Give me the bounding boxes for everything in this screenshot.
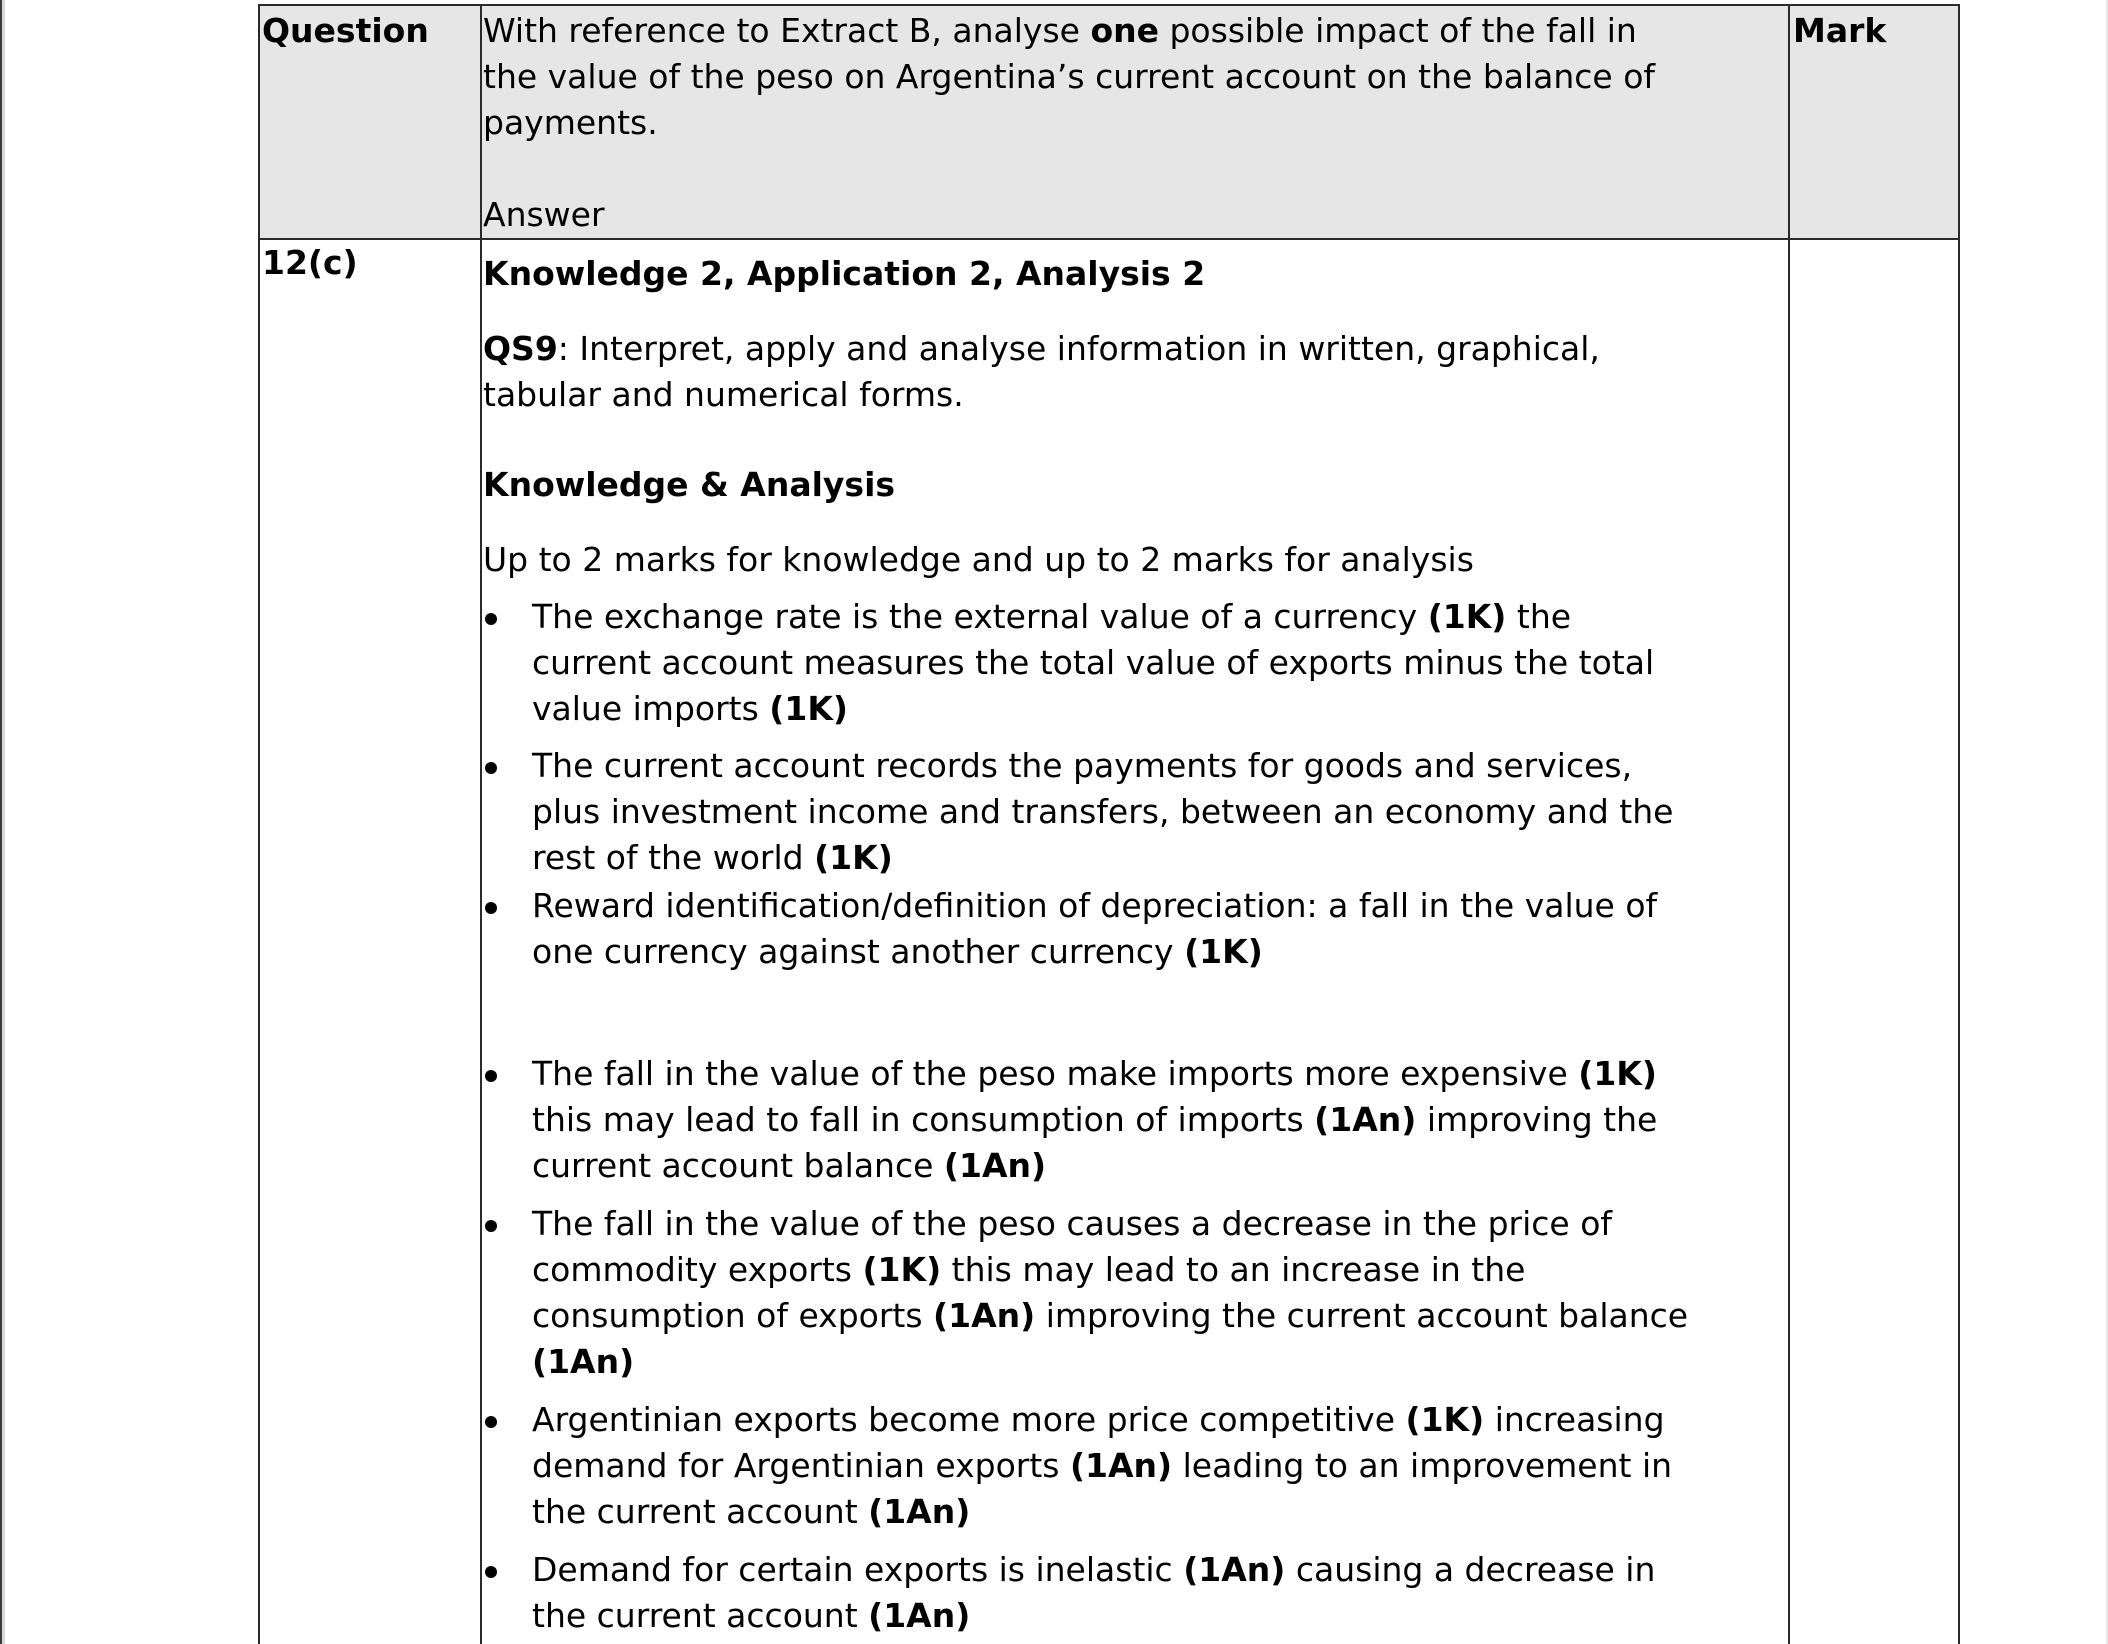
text-line [532,743,1673,789]
bullet-text [532,1201,1688,1385]
bold-text: (1An) [933,1296,1036,1335]
text: payments. [483,103,658,142]
bold-text: (1An) [868,1596,971,1635]
text-line [483,100,1655,146]
question-column-header: Question [262,11,429,50]
text: tabular and numerical forms. [483,375,964,414]
text: the value of the peso on Argentina’s current account on the balance of [483,57,1656,96]
section-heading: Knowledge & Analysis [483,465,896,504]
bold-text: (1An) [532,1342,635,1381]
text: The current account records the payments for goods and services, [532,746,1633,785]
text-line [532,883,1657,929]
text: this may lead to fall in consumption of imports [532,1100,1315,1139]
bullet-text [532,883,1657,975]
table-left-border [258,4,260,1644]
text-line [532,1293,1688,1339]
text-line [532,835,1673,881]
text-line [483,192,1655,238]
text: demand for Argentinian exports [532,1446,1070,1485]
text: The exchange rate is the external value of a currency [532,597,1428,636]
table-top-border [258,4,1960,6]
text-line [532,1489,1672,1535]
text: improving the current account balance [1035,1296,1689,1335]
text: Argentinian exports become more price competitive [532,1400,1406,1439]
text-line [532,1097,1657,1143]
text-line [532,1547,1655,1593]
text-line [532,1201,1688,1247]
text: increasing [1484,1400,1665,1439]
bold-text: (1An) [943,1146,1047,1185]
question-text [483,8,1655,238]
text-line [483,8,1655,54]
text-line [483,326,1600,372]
header-bottom-border [258,238,1960,240]
bold-text: (1K) [1578,1054,1657,1093]
text: consumption of exports [532,1296,934,1335]
text: causing a decrease in [1285,1550,1656,1589]
text-line [483,372,1600,418]
text: this may lead to an increase in the [941,1250,1526,1289]
bullet-text [532,1397,1672,1535]
text-line [483,146,1655,192]
text: current account balance [532,1146,944,1185]
text-line [532,1443,1672,1489]
bullet-icon [485,902,497,914]
text: The fall in the value of the peso causes a decrease in the price of [532,1204,1613,1243]
text-line [532,640,1654,686]
text: improving the [1416,1100,1658,1139]
bold-text: (1K) [1427,597,1507,636]
text: Demand for certain exports is inelastic [532,1550,1184,1589]
bullet-icon [485,1070,497,1082]
text-line [532,1397,1672,1443]
qs-skill-statement [483,326,1600,418]
text: possible impact of the fall in [1159,11,1637,50]
text-line [532,686,1654,732]
text: rest of the world [532,838,815,877]
text: The fall in the value of the peso make imports more expensive [532,1054,1579,1093]
bold-text: (1K) [1405,1400,1485,1439]
text: Reward identification/definition of depreciation: a fall in the value of [532,886,1658,925]
question-column-divider [480,4,482,1644]
text-line [532,594,1654,640]
bold-text: (1An) [1183,1550,1286,1589]
page-edge-left-shadow [2,0,5,1644]
bold-text: (1K) [862,1250,942,1289]
text: one currency against another currency [532,932,1185,971]
text-line [532,1593,1655,1639]
text-line [532,1247,1688,1293]
text: plus investment income and transfers, between an economy and the [532,792,1674,831]
text: value imports [532,689,770,728]
bullet-icon [485,1566,497,1578]
text: the current account [532,1492,869,1531]
text: : Interpret, apply and analyse information in written, graphical, [557,329,1600,368]
text-line [532,1339,1688,1385]
text: With reference to Extract B, analyse [483,11,1091,50]
marks-allocation: Knowledge 2, Application 2, Analysis 2 [483,254,1206,293]
text: commodity exports [532,1250,863,1289]
bold-text: (1An) [1314,1100,1417,1139]
bullet-text [532,1547,1655,1639]
bullet-text [532,1051,1657,1189]
bullet-text [532,743,1673,881]
text: leading to an improvement in [1172,1446,1673,1485]
mark-column-divider [1788,4,1790,1644]
text-line [532,929,1657,975]
bold-text: (1K) [814,838,893,877]
text-line [532,789,1673,835]
bullet-icon [485,762,497,774]
text: Answer [483,195,605,234]
bullet-icon [485,1220,497,1232]
text-line [532,1143,1657,1189]
text: the current account [532,1596,869,1635]
bold-text: (1K) [1184,932,1263,971]
bold-text: QS9 [483,329,558,368]
text-line [532,1051,1657,1097]
text-line [483,54,1655,100]
bold-text: (1K) [769,689,848,728]
section-intro: Up to 2 marks for knowledge and up to 2 marks for analysis [483,540,1474,579]
text: current account measures the total value of exports minus the total [532,643,1655,682]
bullet-icon [485,1416,497,1428]
question-number: 12(c) [262,243,358,282]
text: the [1506,597,1572,636]
bold-text: (1An) [868,1492,971,1531]
mark-column-header: Mark [1793,11,1887,50]
table-right-border [1958,4,1960,1644]
bold-text: one [1090,11,1159,50]
bullet-icon [485,613,497,625]
bullet-text [532,594,1654,732]
bold-text: (1An) [1069,1446,1173,1485]
